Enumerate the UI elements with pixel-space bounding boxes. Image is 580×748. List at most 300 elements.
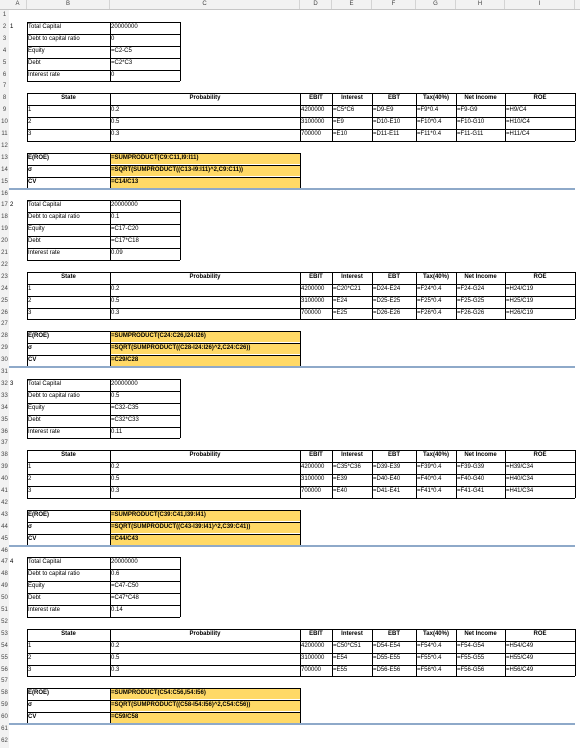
table-header[interactable]: Probability [189, 452, 221, 459]
row-header[interactable]: 44 [1, 523, 8, 530]
table-cell-ebit[interactable]: 3100000 [301, 476, 325, 483]
table-header[interactable]: Probability [189, 630, 221, 637]
table-cell-prob[interactable]: 0.5 [111, 297, 120, 304]
table-cell-ebt[interactable]: =D11-E11 [373, 131, 400, 137]
row-header[interactable]: 42 [1, 499, 8, 506]
row-header[interactable]: 47 [1, 559, 8, 566]
row-header[interactable]: 40 [1, 476, 8, 483]
row-header[interactable]: 11 [1, 131, 8, 137]
table-cell-prob[interactable]: 0.2 [111, 285, 120, 292]
row-header[interactable]: 62 [1, 737, 8, 744]
table-cell-roe[interactable]: =H25/C19 [506, 297, 534, 304]
row-header[interactable]: 57 [1, 678, 8, 685]
row-header[interactable]: 52 [1, 618, 8, 625]
table-cell-ni[interactable]: =F54-G54 [457, 642, 485, 649]
row-header[interactable]: 4 [2, 47, 7, 54]
table-cell-ebit[interactable]: 4200000 [301, 642, 325, 649]
table-cell-tax[interactable]: =F39*0.4 [417, 464, 442, 471]
table-header[interactable]: State [61, 95, 76, 102]
row-header[interactable]: 3 [2, 35, 7, 42]
column-header-bar [0, 0, 580, 10]
table-header[interactable]: State [61, 273, 76, 280]
table-cell-ebt[interactable]: =D24-E24 [373, 285, 401, 292]
row-header[interactable]: 27 [1, 321, 8, 328]
capital-label[interactable]: Interest rate [28, 428, 61, 435]
row-header[interactable]: 39 [1, 464, 8, 471]
column-header-f[interactable]: F [372, 0, 416, 9]
table-header[interactable]: Tax(40%) [423, 452, 449, 459]
table-cell-ebit[interactable]: 700000 [301, 666, 322, 673]
stat-label[interactable]: σ [28, 345, 33, 352]
cell-border [27, 331, 28, 367]
table-cell-roe[interactable]: =H40/C34 [506, 476, 534, 483]
capital-value[interactable]: 0 [111, 35, 115, 42]
cell-border [300, 93, 301, 141]
cell-border [27, 438, 180, 439]
row-header[interactable]: 28 [1, 333, 8, 340]
capital-value[interactable]: 0.6 [111, 571, 120, 578]
stat-label[interactable]: σ [28, 166, 33, 173]
table-cell-prob[interactable]: 0.3 [111, 666, 120, 673]
row-header[interactable]: 25 [1, 297, 8, 304]
column-header-g[interactable]: G [416, 0, 456, 9]
stat-formula[interactable]: =SQRT(SUMPRODUCT((C28-I24:I26)^2,C24:C26)) [110, 343, 300, 354]
capital-value[interactable]: 0 [111, 71, 115, 78]
table-header[interactable]: Net Income [464, 452, 497, 459]
table-cell-ebit[interactable]: 4200000 [301, 107, 325, 114]
row-header[interactable]: 33 [1, 392, 8, 399]
capital-label[interactable]: Total Capital [28, 559, 62, 566]
capital-value[interactable]: 20000000 [111, 202, 138, 209]
capital-label[interactable]: Equity [28, 226, 45, 233]
cell-border [27, 391, 180, 392]
table-cell-ni[interactable]: =F10-G10 [457, 119, 485, 126]
table-cell-roe[interactable]: =H56/C49 [506, 666, 534, 673]
cell-border [27, 676, 575, 677]
row-header[interactable]: 37 [1, 440, 8, 447]
capital-value[interactable]: =C17-C20 [111, 226, 139, 233]
table-cell-interest[interactable]: =E40 [333, 488, 348, 494]
row-header[interactable]: 30 [1, 357, 8, 364]
row-header[interactable]: 54 [1, 642, 8, 649]
table-cell-tax[interactable]: =F10*0.4 [417, 119, 442, 126]
table-cell-ebit[interactable]: 4200000 [301, 464, 325, 471]
table-cell-tax[interactable]: =F56*0.4 [417, 666, 442, 673]
row-header[interactable]: 18 [1, 214, 8, 221]
stat-formula[interactable]: =SUMPRODUCT(C54:C56,I54:I56) [110, 688, 300, 699]
cell-border [300, 153, 301, 189]
capital-value[interactable]: 20000000 [111, 559, 138, 566]
cell-border [416, 629, 417, 677]
capital-value[interactable]: =C17*C18 [111, 238, 139, 245]
table-cell-state[interactable]: 2 [28, 119, 32, 126]
capital-label[interactable]: Debt [28, 595, 41, 602]
table-cell-interest[interactable]: =E39 [333, 476, 348, 483]
table-header[interactable]: Probability [189, 273, 221, 280]
row-header[interactable]: 45 [1, 535, 8, 542]
column-header-e[interactable]: E [332, 0, 372, 9]
table-cell-ni[interactable]: =F55-G55 [457, 654, 485, 661]
table-cell-state[interactable]: 2 [28, 297, 32, 304]
table-cell-roe[interactable]: =H11/C4 [506, 131, 530, 137]
capital-label[interactable]: Total Capital [28, 202, 62, 209]
table-header[interactable]: Tax(40%) [423, 273, 449, 280]
row-header[interactable]: 14 [1, 166, 8, 173]
capital-label[interactable]: Debt [28, 59, 41, 66]
table-cell-state[interactable]: 1 [28, 642, 32, 649]
cell-border [27, 331, 300, 332]
table-cell-ni[interactable]: =F40-G40 [457, 476, 485, 483]
stat-label[interactable]: CV [28, 357, 37, 364]
table-cell-roe[interactable]: =H9/C4 [506, 107, 527, 114]
row-header[interactable]: 7 [2, 83, 7, 90]
section-separator [9, 366, 575, 368]
table-header[interactable]: Probability [189, 95, 221, 102]
row-header[interactable]: 43 [1, 511, 8, 518]
table-cell-state[interactable]: 2 [28, 476, 32, 483]
table-header[interactable]: ROE [533, 273, 547, 280]
table-cell-ni[interactable]: =F25-G25 [457, 297, 485, 304]
cell-border [110, 272, 111, 320]
table-header[interactable]: Interest [341, 273, 363, 280]
cell-border [27, 22, 180, 23]
table-cell-roe[interactable]: =H10/C4 [506, 119, 530, 126]
column-header-i[interactable]: I [505, 0, 575, 9]
row-header[interactable]: 24 [1, 285, 8, 292]
row-header[interactable]: 12 [1, 142, 8, 149]
row-header[interactable]: 60 [1, 714, 8, 721]
capital-value[interactable]: 0.14 [111, 607, 123, 613]
cell-border [27, 46, 180, 47]
table-cell-prob[interactable]: 0.2 [111, 642, 120, 649]
capital-label[interactable]: Debt to capital ratio [28, 571, 80, 578]
row-header[interactable]: 16 [1, 190, 8, 197]
table-cell-interest[interactable]: =E54 [333, 654, 348, 661]
table-header[interactable]: State [61, 452, 76, 459]
row-header[interactable]: 13 [1, 154, 8, 161]
row-header[interactable]: 23 [1, 273, 8, 280]
cell-border [27, 200, 180, 201]
stat-label[interactable]: CV [28, 714, 37, 721]
capital-value[interactable]: 0.5 [111, 392, 120, 399]
capital-value[interactable]: =C32*C33 [111, 416, 139, 423]
table-cell-roe[interactable]: =H26/C19 [506, 309, 534, 316]
cell-border [27, 688, 300, 689]
table-cell-ni[interactable]: =F24-G24 [457, 285, 485, 292]
cell-border [110, 93, 111, 141]
capital-value[interactable]: =C2*C3 [111, 59, 133, 66]
table-cell-interest[interactable]: =E25 [333, 309, 348, 316]
stat-formula[interactable]: =SUMPRODUCT(C39:C41,I39:I41) [110, 510, 300, 521]
table-cell-state[interactable]: 2 [28, 654, 32, 661]
cell-border [332, 272, 333, 320]
table-cell-ni[interactable]: =F9-G9 [457, 107, 478, 114]
table-cell-ebt[interactable]: =D26-E26 [373, 309, 401, 316]
table-header[interactable]: EBT [388, 95, 400, 102]
table-cell-prob[interactable]: 0.3 [111, 131, 120, 137]
row-header[interactable]: 48 [1, 571, 8, 578]
table-cell-roe[interactable]: =H55/C49 [506, 654, 534, 661]
table-cell-ebit[interactable]: 3100000 [301, 297, 325, 304]
capital-value[interactable]: 20000000 [111, 23, 138, 30]
case-number[interactable]: 2 [10, 202, 14, 209]
table-cell-interest[interactable]: =C20*C21 [333, 285, 361, 292]
row-header[interactable]: 17 [1, 202, 8, 209]
table-cell-prob[interactable]: 0.2 [111, 464, 120, 471]
row-header[interactable]: 31 [1, 369, 8, 375]
row-header[interactable]: 19 [1, 226, 8, 233]
row-header[interactable]: 61 [1, 726, 8, 732]
table-header[interactable]: Net Income [464, 273, 497, 280]
cell-border [27, 272, 28, 320]
table-cell-interest[interactable]: =E10 [333, 131, 348, 137]
row-header[interactable]: 5 [2, 59, 7, 66]
row-header[interactable]: 8 [2, 95, 7, 102]
table-header[interactable]: ROE [533, 452, 547, 459]
row-header[interactable]: 49 [1, 583, 8, 590]
cell-border [110, 379, 111, 439]
table-header[interactable]: Tax(40%) [423, 630, 449, 637]
table-cell-interest[interactable]: =C50*C51 [333, 642, 361, 649]
table-header[interactable]: Interest [341, 95, 363, 102]
row-header[interactable]: 9 [2, 107, 7, 114]
table-cell-tax[interactable]: =F25*0.4 [417, 297, 442, 304]
table-cell-roe[interactable]: =H39/C34 [506, 464, 534, 471]
stat-formula[interactable]: =SQRT(SUMPRODUCT((C58-I54:I56)^2,C54:C56)) [110, 700, 300, 711]
table-cell-prob[interactable]: 0.5 [111, 476, 120, 483]
stat-label[interactable]: σ [28, 523, 33, 530]
table-header[interactable]: ROE [533, 630, 547, 637]
table-cell-roe[interactable]: =H41/C34 [506, 488, 534, 494]
case-number[interactable]: 3 [10, 380, 14, 387]
row-header[interactable]: 55 [1, 654, 8, 661]
table-header[interactable]: EBT [388, 273, 400, 280]
table-cell-tax[interactable]: =F54*0.4 [417, 642, 442, 649]
capital-label[interactable]: Equity [28, 583, 45, 590]
capital-label[interactable]: Equity [28, 404, 45, 411]
table-cell-state[interactable]: 3 [28, 666, 32, 673]
table-header[interactable]: Interest [341, 630, 363, 637]
table-cell-tax[interactable]: =F24*0.4 [417, 285, 442, 292]
cell-border [332, 450, 333, 498]
row-header[interactable]: 56 [1, 666, 8, 673]
table-cell-prob[interactable]: 0.2 [111, 107, 120, 114]
table-cell-ebt[interactable]: =D55-E55 [373, 654, 401, 661]
table-cell-ebt[interactable]: =D9-E9 [373, 107, 394, 114]
stat-formula[interactable]: =C44/C43 [110, 534, 300, 545]
row-header[interactable]: 22 [1, 261, 8, 268]
row-header[interactable]: 6 [2, 71, 7, 78]
stat-formula[interactable]: =SQRT(SUMPRODUCT((C43-I39:I41)^2,C39:C41)) [110, 522, 300, 533]
row-header[interactable]: 46 [1, 547, 8, 554]
table-cell-ebt[interactable]: =D40-E40 [373, 476, 401, 483]
capital-value[interactable]: 20000000 [111, 380, 138, 387]
stat-label[interactable]: CV [28, 535, 37, 542]
table-header[interactable]: Net Income [464, 630, 497, 637]
table-cell-ni[interactable]: =F41-G41 [457, 488, 485, 494]
cell-border [416, 272, 417, 320]
column-header-h[interactable]: H [456, 0, 505, 9]
stat-formula[interactable]: =C14/C13 [110, 177, 300, 188]
row-header[interactable]: 32 [1, 380, 8, 387]
table-cell-state[interactable]: 1 [28, 285, 32, 292]
cell-border [575, 450, 576, 498]
table-cell-ebt[interactable]: =D54-E54 [373, 642, 401, 649]
column-header-b[interactable]: B [27, 0, 110, 9]
cell-border [27, 688, 28, 724]
table-cell-tax[interactable]: =F9*0.4 [417, 107, 439, 114]
row-header[interactable]: 15 [1, 178, 8, 185]
table-cell-interest[interactable]: =C5*C6 [333, 107, 355, 114]
table-cell-ni[interactable]: =F11-G11 [457, 131, 484, 137]
table-cell-ebit[interactable]: 3100000 [301, 654, 325, 661]
table-cell-tax[interactable]: =F41*0.4 [417, 488, 442, 494]
cell-border [27, 712, 300, 713]
cell-border [110, 153, 111, 189]
table-header[interactable]: EBT [388, 452, 400, 459]
table-cell-tax[interactable]: =F40*0.4 [417, 476, 442, 483]
table-cell-ebt[interactable]: =D25-E25 [373, 297, 401, 304]
row-header[interactable]: 1 [2, 12, 7, 18]
table-cell-interest[interactable]: =C35*C36 [333, 464, 361, 471]
stat-label[interactable]: E(ROE) [28, 690, 49, 697]
row-header[interactable]: 29 [1, 345, 8, 352]
capital-value[interactable]: 0.1 [111, 214, 120, 221]
table-cell-interest[interactable]: =E9 [333, 119, 344, 126]
row-header[interactable]: 38 [1, 452, 8, 459]
table-cell-prob[interactable]: 0.5 [111, 654, 120, 661]
row-header[interactable]: 58 [1, 690, 8, 697]
cell-border [372, 93, 373, 141]
cell-border [27, 58, 180, 59]
stat-label[interactable]: E(ROE) [28, 154, 49, 161]
row-header[interactable]: 34 [1, 404, 8, 411]
capital-label[interactable]: Debt [28, 416, 41, 423]
table-header[interactable]: EBT [388, 630, 400, 637]
row-header[interactable]: 36 [1, 428, 8, 435]
row-header[interactable]: 35 [1, 416, 8, 423]
row-header[interactable]: 10 [1, 119, 8, 126]
stat-formula[interactable]: =SQRT(SUMPRODUCT((C13-I9:I11)^2,C9:C11)) [110, 165, 300, 176]
capital-label[interactable]: Interest rate [28, 250, 61, 256]
table-cell-ni[interactable]: =F39-G39 [457, 464, 485, 471]
capital-label[interactable]: Debt to capital ratio [28, 35, 80, 42]
table-cell-tax[interactable]: =F26*0.4 [417, 309, 442, 316]
table-cell-ebit[interactable]: 700000 [301, 309, 322, 316]
column-header-c[interactable]: C [110, 0, 300, 9]
capital-value[interactable]: =C47-C50 [111, 583, 139, 590]
table-header[interactable]: Net Income [464, 95, 497, 102]
row-header[interactable]: 50 [1, 595, 8, 602]
capital-value[interactable]: =C32-C35 [111, 404, 139, 411]
table-cell-prob[interactable]: 0.3 [111, 488, 120, 494]
row-header[interactable]: 2 [2, 23, 7, 30]
row-header[interactable]: 51 [1, 607, 8, 613]
cell-border [110, 331, 111, 367]
table-cell-state[interactable]: 1 [28, 464, 32, 471]
table-header[interactable]: EBIT [309, 452, 323, 459]
capital-label[interactable]: Interest rate [28, 607, 61, 613]
table-header[interactable]: EBIT [309, 273, 323, 280]
table-cell-prob[interactable]: 0.5 [111, 119, 120, 126]
cell-border [300, 272, 301, 320]
row-header[interactable]: 26 [1, 309, 8, 316]
row-header[interactable]: 21 [1, 250, 8, 256]
cell-border [456, 272, 457, 320]
stat-label[interactable]: σ [28, 702, 33, 709]
stat-formula[interactable]: =SUMPRODUCT(C24:C26,I24:I26) [110, 331, 300, 342]
table-header[interactable]: Interest [341, 452, 363, 459]
capital-value[interactable]: 0.11 [111, 428, 123, 435]
table-header[interactable]: State [61, 630, 76, 637]
column-header-a[interactable]: A [9, 0, 27, 9]
table-cell-ebt[interactable]: =D41-E41 [373, 488, 401, 494]
stat-label[interactable]: E(ROE) [28, 333, 49, 340]
table-cell-ni[interactable]: =F56-G56 [457, 666, 485, 673]
row-header[interactable]: 53 [1, 630, 8, 637]
case-number[interactable]: 1 [10, 23, 14, 30]
column-header-d[interactable]: D [300, 0, 332, 9]
capital-label[interactable]: Total Capital [28, 23, 62, 30]
table-cell-ebit[interactable]: 700000 [301, 488, 322, 494]
capital-label[interactable]: Debt to capital ratio [28, 392, 80, 399]
capital-value[interactable]: =C2-C5 [111, 47, 132, 54]
table-cell-state[interactable]: 3 [28, 309, 32, 316]
case-number[interactable]: 4 [10, 559, 14, 566]
capital-value[interactable]: 0.09 [111, 250, 123, 256]
table-cell-ebit[interactable]: 4200000 [301, 285, 325, 292]
row-header[interactable]: 59 [1, 702, 8, 709]
stat-label[interactable]: CV [28, 178, 37, 185]
stat-formula[interactable]: =SUMPRODUCT(C9:C11,I9:I11) [110, 153, 300, 164]
cell-border [27, 177, 300, 178]
table-cell-ebt[interactable]: =D39-E39 [373, 464, 401, 471]
table-header[interactable]: EBIT [309, 95, 323, 102]
table-cell-prob[interactable]: 0.3 [111, 309, 120, 316]
table-header[interactable]: EBIT [309, 630, 323, 637]
capital-label[interactable]: Equity [28, 47, 45, 54]
table-cell-interest[interactable]: =E24 [333, 297, 348, 304]
table-cell-ebt[interactable]: =D10-E10 [373, 119, 401, 126]
cell-border [27, 700, 300, 701]
stat-formula[interactable]: =C59/C58 [110, 712, 300, 723]
table-cell-tax[interactable]: =F11*0.4 [417, 131, 442, 137]
capital-label[interactable]: Debt to capital ratio [28, 214, 80, 221]
table-cell-state[interactable]: 1 [28, 107, 32, 114]
capital-value[interactable]: =C47*C48 [111, 595, 139, 602]
table-cell-ebit[interactable]: 3100000 [301, 119, 325, 126]
table-cell-roe[interactable]: =H24/C19 [506, 285, 534, 292]
table-header[interactable]: ROE [533, 95, 547, 102]
table-cell-state[interactable]: 3 [28, 488, 32, 494]
table-cell-ebit[interactable]: 700000 [301, 131, 322, 137]
capital-label[interactable]: Debt [28, 238, 41, 245]
stat-formula[interactable]: =C29/C28 [110, 355, 300, 366]
stat-label[interactable]: E(ROE) [28, 511, 49, 518]
row-header[interactable]: 20 [1, 238, 8, 245]
table-header[interactable]: Tax(40%) [423, 95, 449, 102]
capital-label[interactable]: Total Capital [28, 380, 62, 387]
capital-label[interactable]: Interest rate [28, 71, 61, 78]
table-cell-state[interactable]: 3 [28, 131, 32, 137]
row-header[interactable]: 41 [1, 488, 8, 494]
table-cell-roe[interactable]: =H54/C49 [506, 642, 534, 649]
table-cell-interest[interactable]: =E55 [333, 666, 348, 673]
table-cell-tax[interactable]: =F55*0.4 [417, 654, 442, 661]
table-cell-ebt[interactable]: =D56-E56 [373, 666, 401, 673]
table-cell-ni[interactable]: =F26-G26 [457, 309, 485, 316]
cell-border [110, 557, 111, 617]
